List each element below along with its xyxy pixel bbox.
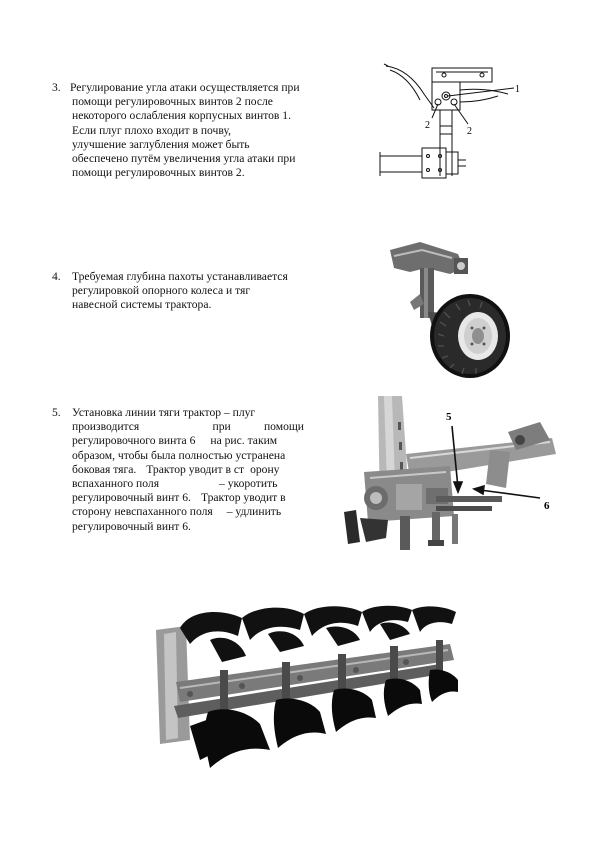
text-line: обеспечено путём увеличения угла атаки при bbox=[72, 151, 296, 165]
item-text bbox=[72, 81, 300, 180]
figure-support-wheel-photo bbox=[380, 232, 516, 380]
figure-plough-photo bbox=[150, 600, 470, 780]
text-line: регулировочного винта 6 на рис. таким bbox=[72, 434, 278, 448]
paragraph-item-3 bbox=[52, 81, 352, 181]
text-line: Требуемая глубина пахоты устанавливается bbox=[72, 270, 288, 283]
label-2-right: 2 bbox=[467, 126, 472, 137]
item-text bbox=[72, 270, 288, 313]
text-line: вспаханного поля – укоротить bbox=[72, 476, 278, 490]
label-1: 1 bbox=[515, 84, 520, 95]
text-line: Установка линии тяги трактор – плуг bbox=[72, 406, 256, 419]
item-number: 3. bbox=[52, 81, 61, 94]
text-line: помощи регулировочных винтов 2. bbox=[72, 166, 245, 180]
item-text bbox=[72, 406, 304, 534]
label-2-left: 2 bbox=[425, 120, 430, 131]
figure-attack-angle-drawing bbox=[376, 60, 526, 192]
text-line: производится при помощи bbox=[72, 420, 304, 434]
item-number: 4. bbox=[52, 270, 61, 283]
text-line: улучшение заглубления может быть bbox=[72, 137, 250, 151]
label-6: 6 bbox=[544, 500, 550, 512]
text-line: помощи регулировочных винтов 2 после bbox=[72, 95, 273, 109]
text-line: регулировочный винт 6. bbox=[72, 519, 191, 533]
paragraph-item-4 bbox=[52, 270, 352, 314]
text-line: Если плуг плохо входит в почву, bbox=[72, 123, 231, 137]
paragraph-item-5 bbox=[52, 406, 352, 538]
item-number: 5. bbox=[52, 406, 61, 419]
label-5: 5 bbox=[446, 411, 452, 423]
text-line: боковая тяга. Трактор уводит в ст орону bbox=[72, 462, 280, 476]
text-line: образом, чтобы была полностью устранена bbox=[72, 448, 286, 462]
text-line: навесной системы трактора. bbox=[72, 298, 212, 312]
text-line: регулировкой опорного колеса и тяг bbox=[72, 284, 251, 298]
figure-hitch-photo bbox=[340, 392, 562, 560]
text-line: регулировочный винт 6. Трактор уводит в bbox=[72, 491, 286, 505]
text-line: сторону невспаханного поля – удлинить bbox=[72, 505, 282, 519]
text-line: Регулирование угла атаки осуществляется при bbox=[70, 81, 300, 94]
text-line: некоторого ослабления корпусных винтов 1. bbox=[72, 109, 291, 123]
